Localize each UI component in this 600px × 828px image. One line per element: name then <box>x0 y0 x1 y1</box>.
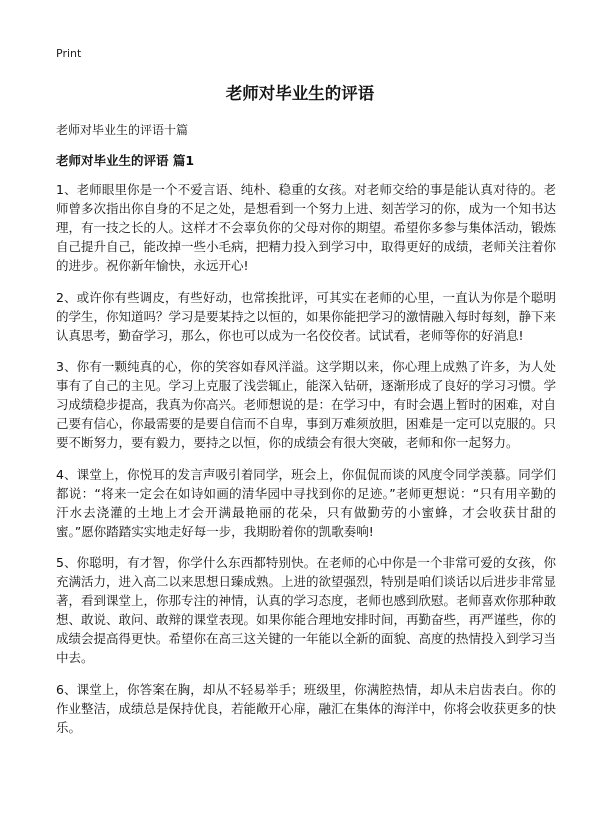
paragraph-1: 1、老师眼里你是一个不爱言语、纯朴、稳重的女孩。对老师交给的事是能认真对待的。老师曾多次指出你自身的不足之处，是想看到一个努力上进、刻苦学习的你，成为一个知书达理，有一技之长的人。这样才不会辜负你的父母对你的期望。希望你多参与集体活动，锻炼自己提升自己，能改掉一些小毛病，把精力投入到学习中，取得更好的成绩，老师关注着你的进步。祝你新年愉快，永远开心! <box>56 182 557 273</box>
paragraph-5: 5、你聪明，有才智，你学什么东西都特别快。在老师的心中你是一个非常可爱的女孩，你充满活力，进入高二以来思想日臻成熟。上进的欲望强烈，特别是咱们谈话以后进步非常显著，看到课堂上，你那专注的神情，认真的学习态度，老师也感到欣慰。老师喜欢你那种敢想、敢说、敢问、敢辩的课堂表现。如果你能合理地安排时间，再勤奋些，再严谨些，你的成绩会提高得更快。希望你在高三这关键的一年能以全新的面貌、高度的热情投入到学习当中去。 <box>56 555 557 665</box>
paragraph-6: 6、课堂上，你答案在胸，却从不轻易举手；班级里，你满腔热情，却从未启齿表白。你的作业整洁，成绩总是保持优良，若能敞开心扉，融汇在集体的海洋中，你将会收获更多的快乐。 <box>56 681 557 735</box>
paragraph-4: 4、课堂上，你悦耳的发言声吸引着同学，班会上，你侃侃而谈的风度令同学羡慕。同学们都说：“将来一定会在如诗如画的清华园中寻找到你的足迹。”老师更想说：“只有用辛勤的汗水去浇灌的土地上才会开满最艳丽的花朵，只有做勤劳的小蜜蜂，才会收获甘甜的蜜。”愿你踏踏实实地走好每一步，我期盼着你的凯歌奏响! <box>56 466 556 539</box>
print-link[interactable]: Print <box>56 47 82 60</box>
article-body <box>56 180 556 749</box>
paragraph-3: 3、你有一颗纯真的心，你的笑容如春风洋溢。这学期以来，你心理上成熟了许多，为人处事有了自己的主见。学习上克服了浅尝辄止，能深入钻研，逐渐形成了良好的学习习惯。学习成绩稳步提高，我真为你高兴。老师想说的是：在学习中，有时会遇上暂时的困难，对自己要有信心，你最需要的是要自信而不自卑，事到万难须放胆，困难是一定可以克服的。只要不断努力，要有毅力，要持之以恒，你的成绩会有很大突破，老师和你一起努力。 <box>56 359 557 450</box>
section-heading: 老师对毕业生的评语 篇1 <box>56 153 195 168</box>
page-subtitle: 老师对毕业生的评语十篇 <box>56 123 189 137</box>
page-title: 老师对毕业生的评语 <box>225 84 375 103</box>
paragraph-2: 2、或许你有些调皮，有些好动，也常挨批评，可其实在老师的心里，一直认为你是个聪明的学生，你知道吗？学习是要某持之以恒的，如果你能把学习的激情融入每时每刻，静下来认真思考，勤奋学习，那么，你也可以成为一名佼佼者。试试看，老师等你的好消息! <box>56 289 557 343</box>
